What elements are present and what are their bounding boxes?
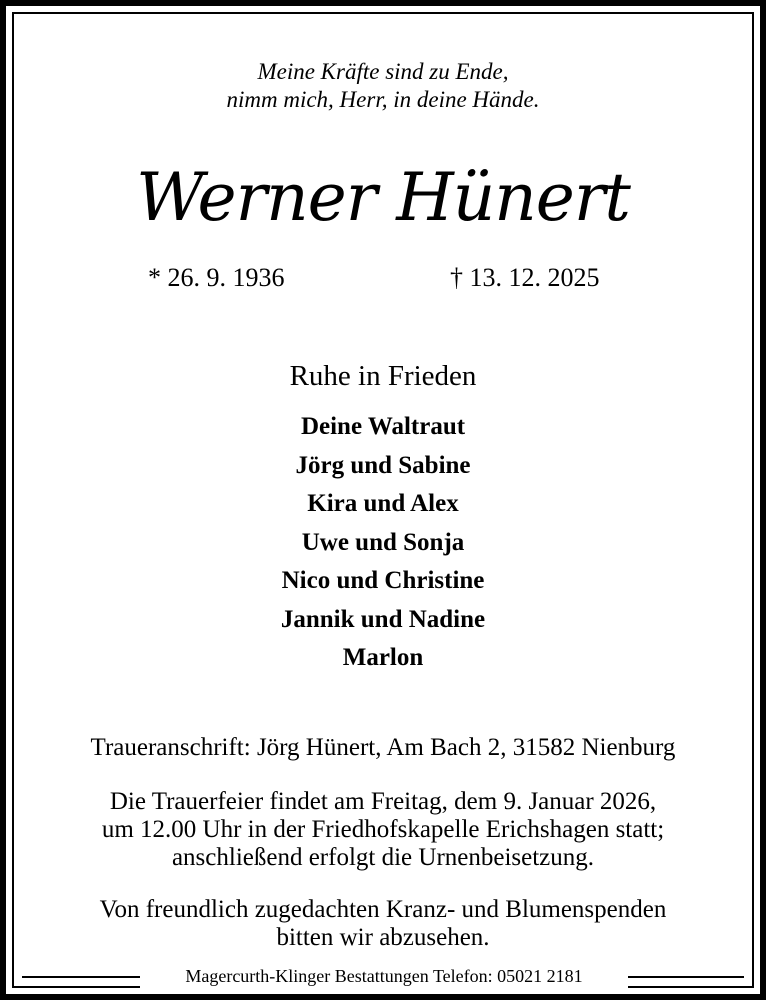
deceased-name: Werner Hünert: [136, 159, 630, 236]
verse-line: Meine Kräfte sind zu Ende,: [257, 59, 509, 84]
mourning-address: Traueranschrift: Jörg Hünert, Am Bach 2, 31582 Nienburg: [90, 734, 676, 761]
farewell-text: Ruhe in Frieden: [289, 360, 477, 392]
ceremony-line: um 12.00 Uhr in der Friedhofskapelle Erichshagen statt;: [101, 816, 665, 843]
mourner-name: Jannik und Nadine: [280, 605, 486, 633]
footer-rule-right: [628, 976, 744, 978]
ceremony-line: Die Trauerfeier findet am Freitag, dem 9. Januar 2026,: [109, 788, 657, 815]
footer-rule-left: [22, 976, 140, 978]
mourner-name: Jörg und Sabine: [295, 451, 471, 479]
funeral-home-footer: Magercurth-Klinger Bestattungen Telefon: 05021 2181: [140, 964, 628, 988]
verse-line: nimm mich, Herr, in deine Hände.: [226, 87, 540, 112]
mourner-name: Uwe und Sonja: [301, 528, 465, 556]
mourner-name: Kira und Alex: [307, 490, 459, 517]
birth-date: * 26. 9. 1936: [148, 263, 285, 292]
donation-request: [0, 896, 766, 952]
verse: [0, 58, 766, 114]
request-line: Von freundlich zugedachten Kranz- und Blumenspenden: [99, 896, 667, 923]
mourners-list: [0, 408, 766, 678]
death-date: † 13. 12. 2025: [450, 263, 600, 292]
ceremony-line: anschließend erfolgt die Urnenbeisetzung.: [171, 844, 595, 871]
ceremony-info: [0, 788, 766, 872]
mourner-name: Marlon: [342, 644, 424, 671]
mourner-name: Deine Waltraut: [300, 413, 466, 440]
mourner-name: Nico und Christine: [281, 567, 485, 594]
request-line: bitten wir abzusehen.: [276, 924, 490, 951]
